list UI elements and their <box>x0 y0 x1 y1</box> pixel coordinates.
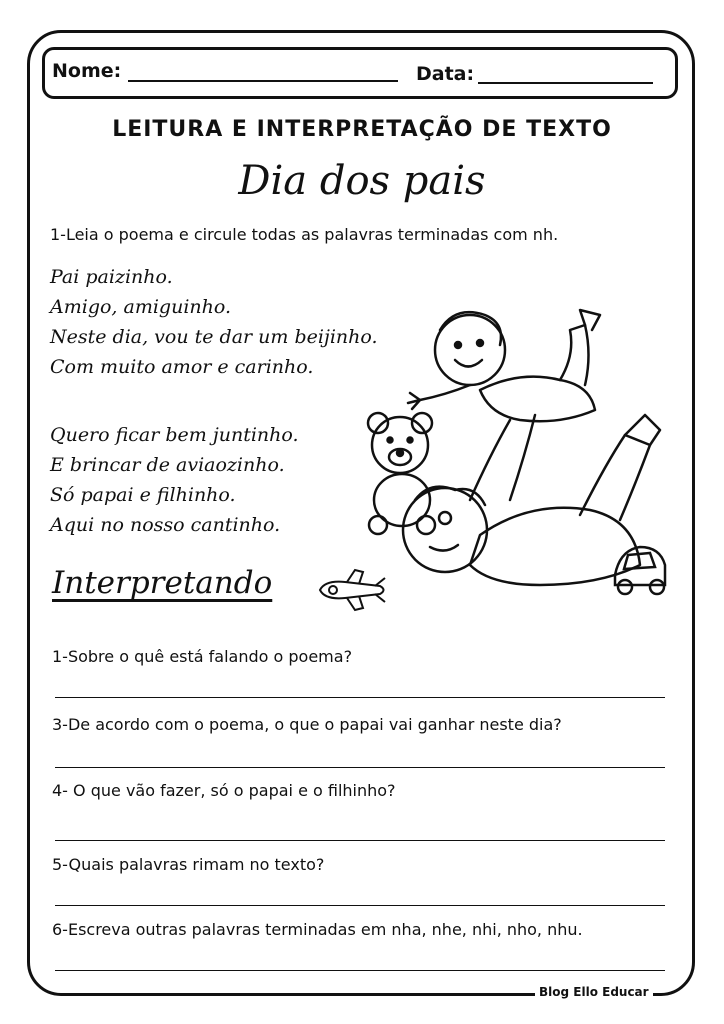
poem-line: Só papai e filhinho. <box>50 484 236 506</box>
question-3: 3-De acordo com o poema, o que o papai vai ganhar neste dia? <box>52 715 562 734</box>
poem-line: Quero ficar bem juntinho. <box>50 424 299 446</box>
poem-line: Neste dia, vou te dar um beijinho. <box>50 326 378 348</box>
footer-credit: Blog Ello Educar <box>535 985 653 999</box>
name-date-header <box>42 47 678 99</box>
date-field[interactable] <box>478 82 653 84</box>
poem-line: Amigo, amiguinho. <box>50 296 232 318</box>
answer-line-5[interactable] <box>55 905 665 906</box>
teddy-bear-icon <box>368 413 435 534</box>
toy-car-icon <box>615 547 665 594</box>
question-4: 4- O que vão fazer, só o papai e o filhinho? <box>52 781 396 800</box>
father-playing-airplane-with-son-icon <box>360 285 680 615</box>
question-1: 1-Sobre o quê está falando o poema? <box>52 647 353 666</box>
answer-line-3[interactable] <box>55 767 665 768</box>
instruction-text: 1-Leia o poema e circule todas as palavras terminadas com nh. <box>50 225 559 244</box>
poem-title: Dia dos pais <box>238 158 486 204</box>
answer-line-6[interactable] <box>55 970 665 971</box>
question-5: 5-Quais palavras rimam no texto? <box>52 855 325 874</box>
poem-stanza-2 <box>50 420 299 540</box>
poem-line: E brincar de aviaozinho. <box>50 454 285 476</box>
answer-line-1[interactable] <box>55 697 665 698</box>
section-title: Interpretando <box>52 565 273 601</box>
question-6: 6-Escreva outras palavras terminadas em nha, nhe, nhi, nho, nhu. <box>52 920 583 939</box>
answer-line-4[interactable] <box>55 840 665 841</box>
date-label: Data: <box>416 63 475 85</box>
page-title: LEITURA E INTERPRETAÇÃO DE TEXTO <box>112 117 612 142</box>
toy-airplane-icon <box>315 568 390 613</box>
poem-stanza-1 <box>50 262 378 382</box>
poem-line: Pai paizinho. <box>50 266 173 288</box>
name-field[interactable] <box>128 80 398 82</box>
poem-line: Com muito amor e carinho. <box>50 356 314 378</box>
name-label: Nome: <box>52 60 122 82</box>
poem-line: Aqui no nosso cantinho. <box>50 514 281 536</box>
